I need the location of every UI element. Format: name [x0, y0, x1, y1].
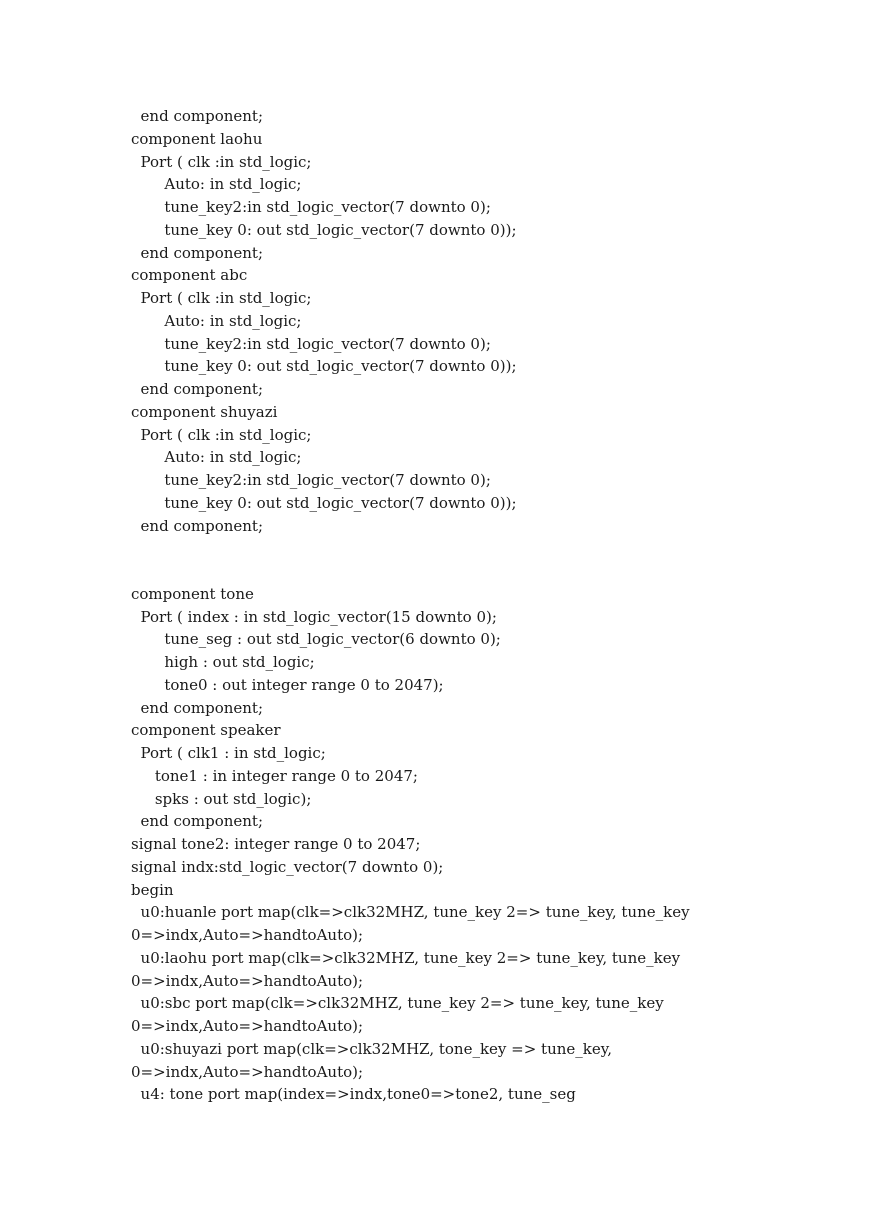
code-line — [131, 560, 831, 583]
code-line: tune_key 0: out std_logic_vector(7 downto 0)); — [131, 493, 517, 512]
code-line: tune_key2:in std_logic_vector(7 downto 0); — [131, 198, 491, 216]
code-line: end component; — [131, 812, 264, 831]
code-line: u0:laohu port map(clk=>clk32MHZ, tune_key 2=> tune_key, tune_key — [131, 948, 681, 967]
code-line: end component; — [131, 107, 264, 125]
code-line: Auto: in std_logic; — [131, 175, 302, 194]
code-line: 0=>indx,Auto=>handtoAuto); — [131, 971, 364, 990]
code-line: tune_key2:in std_logic_vector(7 downto 0); — [131, 471, 491, 489]
code-line: component tone — [131, 584, 254, 603]
code-line: Port ( clk :in std_logic; — [131, 152, 312, 171]
code-line: end component; — [131, 516, 264, 535]
code-line: Port ( clk :in std_logic; — [131, 425, 312, 444]
code-line: Port ( clk1 : in std_logic; — [131, 744, 326, 762]
code-line: begin — [131, 880, 174, 899]
code-line: component abc — [131, 266, 248, 285]
code-line: high : out std_logic; — [131, 653, 315, 671]
code-line: u0:shuyazi port map(clk=>clk32MHZ, tone_key => tune_key, — [131, 1039, 613, 1058]
code-line: component laohu — [131, 129, 263, 148]
code-line: tune_seg : out std_logic_vector(6 downto 0); — [131, 630, 501, 649]
code-line: component speaker — [131, 721, 281, 740]
code-line: Auto: in std_logic; — [131, 311, 302, 330]
code-line: tone1 : in integer range 0 to 2047; — [131, 766, 418, 785]
code-line: 0=>indx,Auto=>handtoAuto); — [131, 1017, 364, 1035]
code-line: signal tone2: integer range 0 to 2047; — [131, 835, 421, 853]
code-line: 0=>indx,Auto=>handtoAuto); — [131, 926, 364, 944]
code-line: Auto: in std_logic; — [131, 448, 302, 467]
code-line: Port ( clk :in std_logic; — [131, 289, 312, 307]
code-line: u0:sbc port map(clk=>clk32MHZ, tune_key 2=> tune_key, tune_key — [131, 994, 664, 1013]
code-block — [131, 105, 831, 1106]
code-line: signal indx:std_logic_vector(7 downto 0); — [131, 857, 444, 876]
code-line: 0=>indx,Auto=>handtoAuto); — [131, 1062, 364, 1081]
code-line: u0:huanle port map(clk=>clk32MHZ, tune_key 2=> tune_key, tune_key — [131, 903, 690, 922]
code-line: end component; — [131, 380, 264, 398]
code-line: tune_key 0: out std_logic_vector(7 downto 0)); — [131, 220, 517, 239]
code-line: end component; — [131, 698, 264, 717]
code-line: component shuyazi — [131, 402, 278, 421]
code-line: u4: tone port map(index=>indx,tone0=>tone2, tune_seg — [131, 1085, 576, 1104]
code-line: Port ( index : in std_logic_vector(15 downto 0); — [131, 607, 497, 626]
code-line: tune_key 0: out std_logic_vector(7 downto 0)); — [131, 357, 517, 376]
code-line: tone0 : out integer range 0 to 2047); — [131, 675, 444, 694]
code-line: end component; — [131, 243, 264, 262]
code-line: tune_key2:in std_logic_vector(7 downto 0); — [131, 334, 491, 353]
code-line: spks : out std_logic); — [131, 789, 312, 808]
code-line — [131, 537, 831, 560]
